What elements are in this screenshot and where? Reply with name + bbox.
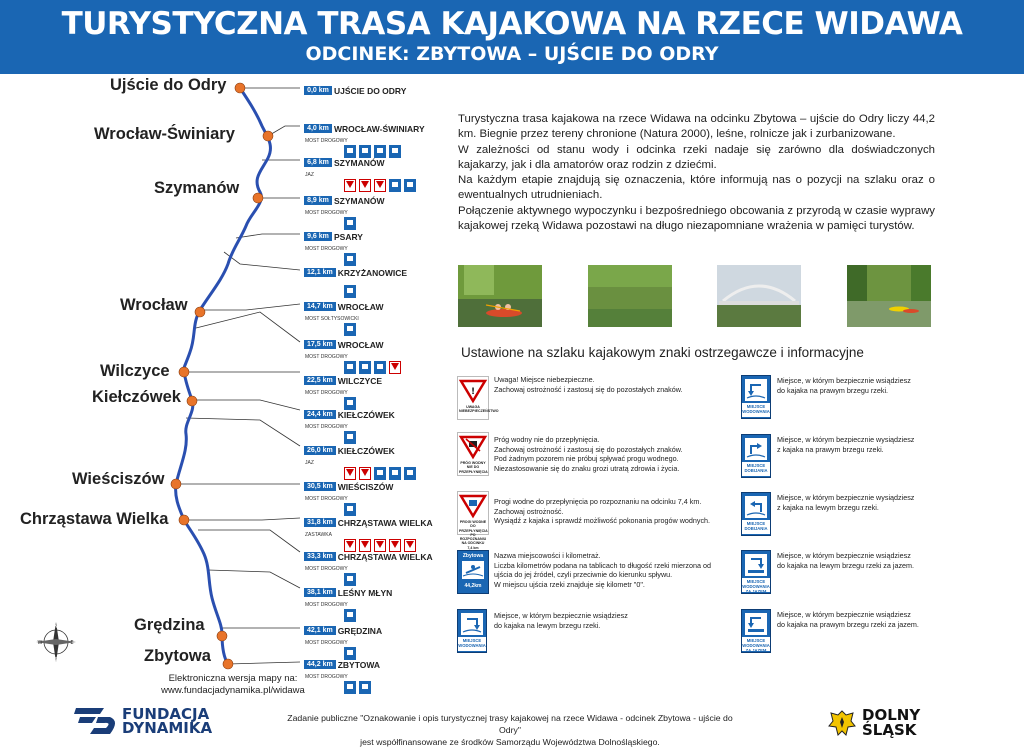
stop-name: CHRZĄSTAWA WIELKA [337, 551, 433, 562]
stop-2 [304, 154, 416, 178]
page-subtitle: ODCINEK: ZBYTOWA – UJŚCIE DO ODRY [305, 43, 719, 65]
km-badge: 31,8 km [304, 518, 336, 527]
sign-km: 44,2km [464, 583, 482, 589]
photo-kayakers-2 [847, 265, 931, 327]
stop-sub: MOST DROGOWY [305, 566, 348, 572]
sign-description: Nazwa miejscowości i kilometraż. Liczba kilometrów podana na tablicach to długość rzeki mierzona od ujścia do jej źródeł, czyli przeciwnie do kierunku spływu. W miejscu ujścia rzeki znajduje się kilometr "0". [494, 551, 711, 589]
sign-caption: PROGI WODNE DO PRZEPŁYNIĘCIA PO ROZPOZNANIU NA ODCINKU 7,4 km [459, 520, 488, 550]
stop-sub: MOST DROGOWY [305, 674, 348, 680]
stop-4 [304, 228, 363, 252]
place-km-sign-icon [457, 550, 489, 594]
place-label: Wilczyce [100, 362, 170, 380]
dolny-slask-logo [828, 706, 938, 740]
sign-caption: MIEJSCE DOBIJANIA [742, 520, 770, 534]
sign-icon [344, 323, 356, 336]
sign-caption: PRÓG WODNY NIE DO PRZEPŁYNIĘCIA [459, 461, 488, 474]
funding-note [285, 712, 735, 748]
sign-caption: Zbytowa [462, 553, 484, 559]
stop-12 [304, 514, 433, 538]
landing-left-sign-icon [741, 492, 771, 536]
sign-caption: MIEJSCE WODOWANIA [458, 637, 486, 651]
intro-paragraph: Na każdym etapie znajdują się oznaczenia, które informują nas o pozycji na szlaku oraz o ewentualnych utrudnieniach. [458, 174, 935, 202]
place-label: Wrocław [120, 296, 188, 314]
stop-sub: MOST DROGOWY [305, 354, 348, 360]
marker [217, 631, 227, 641]
online-note-line: Elektroniczna wersja mapy na: [168, 673, 298, 684]
marker [179, 515, 189, 525]
stop-8 [304, 372, 382, 396]
km-badge: 22,5 km [304, 376, 336, 385]
stop-name: SZYMANÓW [334, 195, 385, 206]
stop-0 [304, 82, 406, 106]
marker [235, 83, 245, 93]
landing-right-sign-icon [741, 434, 771, 478]
sign-caption: UWAGA NIEBEZPIECZEŃSTWO [459, 405, 499, 414]
place-label: Kiełczówek [92, 388, 181, 406]
place-label: Wieściszów [72, 470, 165, 488]
sign-description: Miejsce, w którym bezpiecznie wsiądziesz do kajaka na lewym brzegu rzeki za jazem. [777, 551, 915, 570]
sign-description: Miejsce, w którym bezpiecznie wysiądziesz z kajaka na lewym brzegu rzeki. [777, 493, 915, 512]
stop-sub: MOST DROGOWY [305, 602, 348, 608]
stop-sub: ZASTAWKA [305, 532, 332, 538]
place-label: Szymanów [154, 179, 240, 197]
logo-text-line: FUNDACJA [122, 705, 210, 723]
stop-11 [304, 478, 393, 502]
connector-line [196, 312, 300, 342]
km-badge: 6,8 km [304, 158, 332, 167]
connector-line [224, 252, 300, 270]
compass-letter: S [54, 657, 58, 663]
km-badge: 44,2 km [304, 660, 336, 669]
launch-below-weir-right-sign-icon [741, 609, 771, 653]
warning-icon [389, 361, 401, 374]
stop-sub: MOST SOŁTYSOWICKI [305, 316, 359, 322]
marker [195, 307, 205, 317]
km-badge: 9,6 km [304, 232, 332, 241]
km-badge: 33,3 km [304, 552, 336, 561]
stop-name: KIEŁCZÓWEK [337, 409, 395, 420]
connector-line [236, 234, 300, 238]
fundacja-dynamika-logo-icon [74, 706, 124, 736]
connector-lines [176, 88, 300, 664]
stop-sub: MOST DROGOWY [305, 496, 348, 502]
compass-letter: N [54, 624, 58, 630]
marker [171, 479, 181, 489]
place-label: Ujście do Odry [110, 76, 227, 94]
stop-name: WIEŚCISZÓW [337, 481, 394, 492]
passable-weir-sign-icon [457, 491, 489, 550]
connector-line [228, 662, 300, 664]
sign-icon [344, 609, 356, 622]
route-map [0, 74, 450, 704]
km-badge: 42,1 km [304, 626, 336, 635]
place-label: Zbytowa [144, 647, 211, 665]
intro-text [458, 112, 935, 234]
place-label: Chrząstawa Wielka [20, 510, 169, 528]
stop-name: KIEŁCZÓWEK [337, 445, 395, 456]
km-badge: 4,0 km [304, 124, 332, 133]
stop-name: WILCZYCE [337, 375, 383, 386]
sign-icon [359, 681, 371, 694]
sign-caption: MIEJSCE DOBIJANIA [742, 462, 770, 476]
connector-line [186, 418, 300, 446]
warning-icon [344, 179, 356, 192]
launch-below-weir-left-sign-icon [741, 550, 771, 594]
logo-text-line: DYNAMIKA [122, 719, 213, 737]
stop-name: GRĘDZINA [337, 625, 383, 636]
sign-icon [404, 179, 416, 192]
connector-line [200, 304, 300, 310]
sign-description: Miejsce, w którym bezpiecznie wsiądziesz do kajaka na prawym brzegu rzeki za jazem. [777, 610, 919, 629]
sign-icon [389, 179, 401, 192]
header-banner [0, 0, 1024, 74]
stop-name: UJŚCIE DO ODRY [334, 85, 407, 96]
place-label: Wrocław-Świniary [94, 125, 235, 143]
stop-sub: MOST DROGOWY [305, 246, 348, 252]
funding-note-line: Zadanie publiczne "Oznakowanie i opis turystycznej trasy kajakowej na rzece Widawa - odcinek Zbytowa - ujście do Odry" [287, 713, 733, 735]
stop-6 [304, 298, 383, 322]
page-title: TURYSTYCZNA TRASA KAJAKOWA NA RZECE WIDAWA [61, 6, 963, 42]
km-badge: 38,1 km [304, 588, 336, 597]
intro-paragraph: W zależności od stanu wody i odcinka rzeki nadaje się zarówno dla doświadczonych kajakarzy, jak i dla amatorów oraz rodzin z dziećmi. [458, 143, 935, 171]
sign-icon [344, 285, 356, 298]
stop-sub: MOST DROGOWY [305, 640, 348, 646]
stop-name: KRZYŻANOWICE [337, 267, 408, 278]
stop-name: WROCŁAW-ŚWINIARY [334, 123, 425, 134]
svg-text:!: ! [470, 387, 476, 397]
stop-13 [304, 548, 433, 572]
sign-description: Miejsce, w którym bezpiecznie wsiądziesz do kajaka na lewym brzegu rzeki. [494, 611, 628, 630]
stop-name: WROCŁAW [337, 301, 384, 312]
sign-description: Miejsce, w którym bezpiecznie wsiądziesz do kajaka na prawym brzegu rzeki. [777, 376, 911, 395]
river-line [176, 88, 271, 664]
place-markers [171, 83, 273, 669]
connector-line [184, 518, 300, 520]
stop-5 [304, 264, 407, 288]
signs-section-title: Ustawione na szlaku kajakowym znaki ostrzegawcze i informacyjne [461, 345, 864, 360]
marker [223, 659, 233, 669]
stop-7 [304, 336, 401, 360]
stop-15 [304, 622, 382, 646]
warning-icon [359, 179, 371, 192]
weir-warning-sign-icon [457, 432, 489, 476]
stop-1 [304, 120, 425, 144]
intro-paragraph: Turystyczna trasa kajakowa na rzece Widawa na odcinku Zbytowa – ujście do Odry liczy 44,2 km. Biegnie przez tereny chronione (Natura 2000), leśne, rolnicze jak i zurbanizowane. [458, 113, 935, 141]
stop-sub: JAZ [305, 460, 314, 466]
place-label: Grędzina [134, 616, 205, 634]
sign-icon [404, 467, 416, 480]
sign-caption: MIEJSCE WODOWANIA ZA JAZEM [742, 638, 770, 653]
connector-line [198, 530, 300, 552]
stop-name: SZYMANÓW [334, 157, 385, 168]
marker [187, 396, 197, 406]
stop-name: ZBYTOWA [337, 659, 381, 670]
eagle-crest-icon [828, 708, 856, 740]
logo-text-line: DOLNY [862, 706, 921, 724]
compass-rose-icon [34, 620, 78, 664]
stop-sub: MOST DROGOWY [305, 424, 348, 430]
stop-14 [304, 584, 392, 608]
km-badge: 24,4 km [304, 410, 336, 419]
connector-line [208, 570, 300, 588]
km-badge: 14,7 km [304, 302, 336, 311]
sign-description: Progi wodne do przepłynięcia po rozpoznaniu na odcinku 7,4 km. Zachowaj ostrożność. Wysiądź z kajaka i sprawdź możliwość pokonania progów wodnych. [494, 497, 711, 526]
stop-name: WROCŁAW [337, 339, 384, 350]
km-badge: 17,5 km [304, 340, 336, 349]
warning-sign-icon [457, 376, 499, 420]
online-map-note [118, 673, 348, 697]
stop-3 [304, 192, 385, 216]
photo-kayakers-1 [458, 265, 542, 327]
sign-caption: MIEJSCE WODOWANIA ZA JAZEM [742, 579, 770, 594]
km-badge: 30,5 km [304, 482, 336, 491]
stop-sub: JAZ [305, 172, 314, 178]
photo-bridge [717, 265, 801, 327]
stop-sub: MOST DROGOWY [305, 210, 348, 216]
stop-sub: MOST DROGOWY [305, 138, 348, 144]
km-badge: 0,0 km [304, 86, 332, 95]
stop-10 [304, 442, 416, 466]
km-badge: 26,0 km [304, 446, 336, 455]
sign-description: Miejsce, w którym bezpiecznie wysiądziesz z kajaka na prawym brzegu rzeki. [777, 435, 915, 454]
sign-description: Uwaga! Miejsce niebezpieczne. Zachowaj ostrożność i zastosuj się do pozostałych znaków. [494, 375, 683, 394]
launch-left-sign-icon [457, 609, 487, 653]
sign-description: Próg wodny nie do przepłynięcia. Zachowaj ostrożność i zastosuj się do pozostałych znaków. Pod żadnym pozorem nie próbuj spływać progu wodnego. Niezastosowanie się do znaku grozi utratą zdrowia i życia. [494, 435, 683, 473]
photo-river-reeds [588, 265, 672, 327]
stop-sub: MOST DROGOWY [305, 390, 348, 396]
funding-note-line: jest współfinansowane ze środków Samorządu Województwa Dolnośląskiego. [360, 737, 660, 747]
marker [253, 193, 263, 203]
km-badge: 12,1 km [304, 268, 336, 277]
compass-letter: E [70, 640, 74, 646]
stop-name: CHRZĄSTAWA WIELKA [337, 517, 433, 528]
intro-paragraph: Połączenie aktywnego wypoczynku i bezpośredniego obcowania z przyrodą w czasie wyprawy kajakowej rzeką Widawa pozostawi na długo niezapomniane wrażenia w pamięci turystów. [458, 204, 935, 233]
stop-name: PSARY [334, 231, 363, 242]
sign-caption: MIEJSCE WODOWANIA [742, 403, 770, 417]
connector-line [192, 400, 300, 410]
marker [179, 367, 189, 377]
warning-icon [374, 179, 386, 192]
km-badge: 8,9 km [304, 196, 332, 205]
stop-name: LEŚNY MŁYN [337, 587, 393, 598]
online-map-link[interactable]: www.fundacjadynamika.pl/widawa [161, 685, 305, 696]
logo-text-line: ŚLĄSK [862, 721, 917, 739]
fundacja-dynamika-logo [74, 706, 234, 736]
stop-9 [304, 406, 395, 430]
launch-right-sign-icon [741, 375, 771, 419]
compass-letter: W [37, 640, 43, 646]
marker [263, 131, 273, 141]
photo-strip [458, 265, 934, 327]
